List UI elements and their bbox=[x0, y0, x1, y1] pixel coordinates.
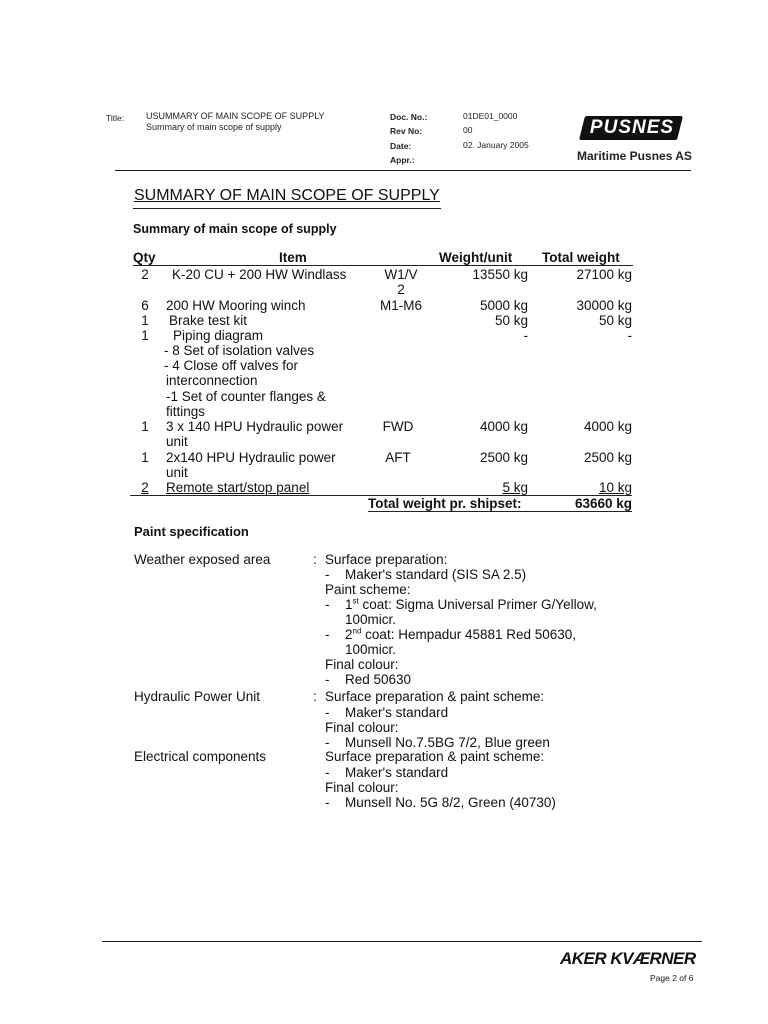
row-item: -1 Set of counter flanges & bbox=[166, 389, 326, 404]
page-number: Page 2 of 6 bbox=[650, 973, 694, 983]
row-total-weight: 4000 kg bbox=[583, 419, 632, 434]
row-item: interconnection bbox=[166, 373, 258, 388]
coat-1-suffix: st bbox=[352, 596, 359, 606]
hpu-label: Hydraulic Power Unit bbox=[134, 689, 261, 704]
coat-2-continued: 100micr. bbox=[345, 642, 397, 657]
footer-divider bbox=[102, 941, 702, 942]
coat-2-suffix: nd bbox=[352, 626, 362, 636]
row-weight-unit: 50 kg bbox=[494, 313, 528, 328]
row-total-weight: 10 kg bbox=[598, 480, 632, 495]
weather-final: Final colour: bbox=[325, 657, 399, 672]
weather-scheme: Paint scheme: bbox=[325, 582, 411, 597]
total-weight-value: 63660 kg bbox=[574, 496, 632, 511]
row-item: 2x140 HPU Hydraulic power bbox=[166, 450, 336, 465]
row-item: unit bbox=[166, 434, 188, 449]
col-header-item: Item bbox=[279, 250, 307, 265]
row-item: 3 x 140 HPU Hydraulic power bbox=[166, 419, 344, 434]
row-item: Piping diagram bbox=[173, 328, 264, 343]
bullet: - bbox=[325, 735, 330, 750]
header-title-line2: Summary of main scope of supply bbox=[146, 122, 282, 132]
weather-surface: Surface preparation: bbox=[325, 552, 448, 567]
row-weight-unit: - bbox=[523, 328, 528, 343]
row-total-weight: 2500 kg bbox=[583, 450, 632, 465]
row-position: 2 bbox=[397, 282, 405, 297]
weather-surface-item: Maker's standard (SIS SA 2.5) bbox=[345, 567, 527, 582]
row-weight-unit: 13550 kg bbox=[472, 267, 528, 282]
row-position: AFT bbox=[385, 450, 411, 465]
row-item: fittings bbox=[166, 404, 206, 419]
coat-2-text: coat: Hempadur 45881 Red 50630, bbox=[361, 627, 577, 642]
hpu-separator: : bbox=[313, 689, 317, 704]
doc-no-value: 01DE01_0000 bbox=[463, 111, 518, 121]
row-qty: 1 bbox=[141, 328, 149, 343]
row-qty: 1 bbox=[141, 450, 149, 465]
elec-final: Final colour: bbox=[325, 780, 399, 795]
section-subtitle: Summary of main scope of supply bbox=[133, 222, 337, 236]
total-weight-label: Total weight pr. shipset: bbox=[368, 496, 522, 511]
row-qty: 2 bbox=[141, 480, 149, 495]
paint-heading: Paint specification bbox=[134, 524, 249, 539]
col-header-weight-unit: Weight/unit bbox=[439, 250, 513, 265]
coat-2-number: 2 bbox=[345, 627, 353, 642]
doc-no-label: Doc. No.: bbox=[390, 112, 428, 122]
row-item: K-20 CU + 200 HW Windlass bbox=[172, 267, 347, 282]
row-weight-unit: 2500 kg bbox=[479, 450, 528, 465]
hpu-final: Final colour: bbox=[325, 720, 399, 735]
row-position: M1-M6 bbox=[379, 298, 422, 313]
hpu-surface: Surface preparation & paint scheme: bbox=[325, 689, 545, 704]
row-total-weight: 50 kg bbox=[598, 313, 632, 328]
row-total-weight: 27100 kg bbox=[576, 267, 632, 282]
elec-surface-item: Maker's standard bbox=[345, 765, 449, 780]
col-header-qty: Qty bbox=[133, 250, 156, 265]
col-header-total-weight: Total weight bbox=[542, 250, 620, 265]
elec-label: Electrical components bbox=[134, 749, 267, 764]
weather-final-item: Red 50630 bbox=[345, 672, 412, 687]
row-weight-unit: 5 kg bbox=[502, 480, 528, 495]
rev-no-value: 00 bbox=[463, 125, 473, 135]
row-qty: 2 bbox=[141, 267, 149, 282]
bullet: - bbox=[325, 795, 330, 810]
bullet: - bbox=[325, 597, 330, 612]
row-item: - 4 Close off valves for bbox=[164, 358, 299, 373]
pusnes-logo-text: PUSNES bbox=[589, 117, 675, 138]
table-header-rule bbox=[133, 265, 633, 266]
row-item: 200 HW Mooring winch bbox=[166, 298, 306, 313]
aker-kvaerner-logo: AKER KVÆRNER bbox=[560, 949, 696, 968]
row-item: - 8 Set of isolation valves bbox=[164, 343, 315, 358]
row-item: Remote start/stop panel bbox=[166, 480, 310, 495]
page-title: SUMMARY OF MAIN SCOPE OF SUPPLY bbox=[134, 187, 440, 204]
row-weight-unit: 5000 kg bbox=[479, 298, 528, 313]
date-label: Date: bbox=[390, 141, 412, 151]
row-item: Brake test kit bbox=[169, 313, 248, 328]
header-divider bbox=[115, 170, 691, 171]
header-title-label: Title: bbox=[106, 113, 125, 123]
coat-1 bbox=[345, 597, 597, 612]
hpu-surface-item: Maker's standard bbox=[345, 705, 449, 720]
row-total-weight: - bbox=[627, 328, 632, 343]
appr-label: Appr.: bbox=[390, 155, 415, 165]
weather-separator: : bbox=[313, 552, 317, 567]
row-total-weight: 30000 kg bbox=[576, 298, 632, 313]
header-title-line1: USUMMARY OF MAIN SCOPE OF SUPPLY bbox=[146, 111, 325, 121]
coat-1-continued: 100micr. bbox=[345, 612, 397, 627]
bullet: - bbox=[325, 672, 330, 687]
row-position: FWD bbox=[382, 419, 414, 434]
row-weight-unit: 4000 kg bbox=[479, 419, 528, 434]
row-position: W1/V bbox=[384, 267, 418, 282]
elec-final-item: Munsell No. 5G 8/2, Green (40730) bbox=[345, 795, 556, 810]
bullet: - bbox=[325, 765, 330, 780]
rev-no-label: Rev No: bbox=[390, 126, 423, 136]
bullet: - bbox=[325, 567, 330, 582]
coat-1-number: 1 bbox=[345, 597, 353, 612]
coat-1-text: coat: Sigma Universal Primer G/Yellow, bbox=[358, 597, 597, 612]
company-name: Maritime Pusnes AS bbox=[577, 149, 692, 163]
elec-surface: Surface preparation & paint scheme: bbox=[325, 749, 545, 764]
row-item: unit bbox=[166, 465, 188, 480]
title-rule bbox=[133, 208, 441, 209]
date-value: 02. January 2005 bbox=[463, 140, 529, 150]
row-qty: 1 bbox=[141, 313, 149, 328]
bullet: - bbox=[325, 705, 330, 720]
hpu-final-item: Munsell No.7.5BG 7/2, Blue green bbox=[345, 735, 550, 750]
row-qty: 6 bbox=[141, 298, 149, 313]
row-qty: 1 bbox=[141, 419, 149, 434]
weather-label: Weather exposed area bbox=[134, 552, 271, 567]
bullet: - bbox=[325, 627, 330, 642]
total-weight-rule bbox=[368, 511, 632, 512]
coat-2 bbox=[345, 627, 576, 642]
